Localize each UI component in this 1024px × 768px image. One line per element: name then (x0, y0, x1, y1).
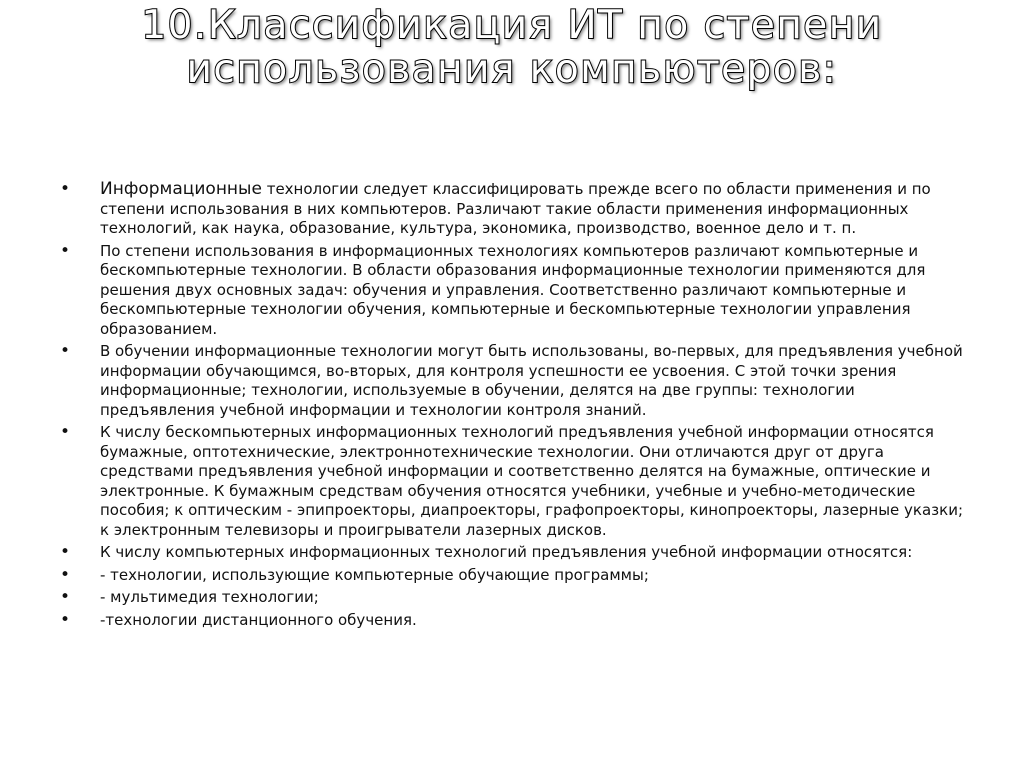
bullet-text: - технологии, использующие компьютерные обучающие программы; (100, 565, 649, 584)
slide-title (40, 4, 984, 92)
bullet-item-4 (60, 423, 970, 540)
bullet-item-8 (60, 611, 970, 631)
bullet-lead-word: Информационные (100, 179, 262, 199)
bullet-text: -технологии дистанционного обучения. (100, 610, 417, 629)
bullet-item-2 (60, 242, 970, 340)
slide-title-line-2: использования компьютеров: (186, 47, 838, 92)
bullet-icon: • (60, 542, 71, 562)
bullet-icon: • (60, 341, 71, 361)
bullet-item-7 (60, 588, 970, 608)
bullet-icon: • (60, 564, 71, 585)
bullet-text: В обучении информационные технологии могут быть использованы, во-первых, для предъявления учебной информации обучающимся, во-вторых, для контроля успешности ее усвоения. С этой точки зрения информационные; технологии, используемые в обучении, делятся на две группы: технологии предъявления учебной информации и технологии контроля знаний. (100, 342, 963, 419)
bullet-icon: • (60, 587, 71, 607)
bullet-text: - мультимедия технологии; (100, 588, 319, 606)
bullet-list (60, 180, 970, 633)
bullet-item-1 (60, 180, 970, 239)
bullet-text: По степени использования в информационных технологиях компьютеров различают компьютерные и бескомпьютерные технологии. В области образования информационные технологии применяются для решения двух основных задач: обучения и управления. Соответственно различают компьютерные и бескомпьютерные технологии обучения, компьютерные и бескомпьютерные технологии управления образованием. (100, 241, 926, 338)
bullet-icon: • (60, 422, 71, 442)
bullet-item-6 (60, 566, 970, 586)
bullet-icon: • (60, 240, 71, 261)
slide-title-line-1: 10.Классификация ИТ по степени (141, 3, 883, 48)
bullet-icon: • (60, 179, 71, 199)
bullet-text: К числу бескомпьютерных информационных технологий предъявления учебной информации относятся бумажные, оптотехнические, электроннотехнические технологии. Они отличаются друг от друга средствами предъявления учебной информации и соответственно делятся на бумажные, оптические и электронные. К бумажным средствам обучения относятся учебники, учебные и учебно-методические пособия; к оптическим - эпипроекторы, диапроекторы, графопроекторы, кинопроекторы, лазерные указки; к электронным телевизоры и проигрыватели лазерных дисков. (100, 423, 964, 539)
bullet-item-5 (60, 543, 970, 563)
bullet-item-3 (60, 342, 970, 420)
bullet-text: К числу компьютерных информационных технологий предъявления учебной информации относятся: (100, 543, 913, 561)
bullet-icon: • (60, 609, 71, 630)
bullet-text: технологии следует классифицировать прежде всего по области применения и по степени использования в них компьютеров. Различают такие области применения информационных технологий, как наука, образование, культура, экономика, производство, военное дело и т. п. (100, 180, 931, 237)
